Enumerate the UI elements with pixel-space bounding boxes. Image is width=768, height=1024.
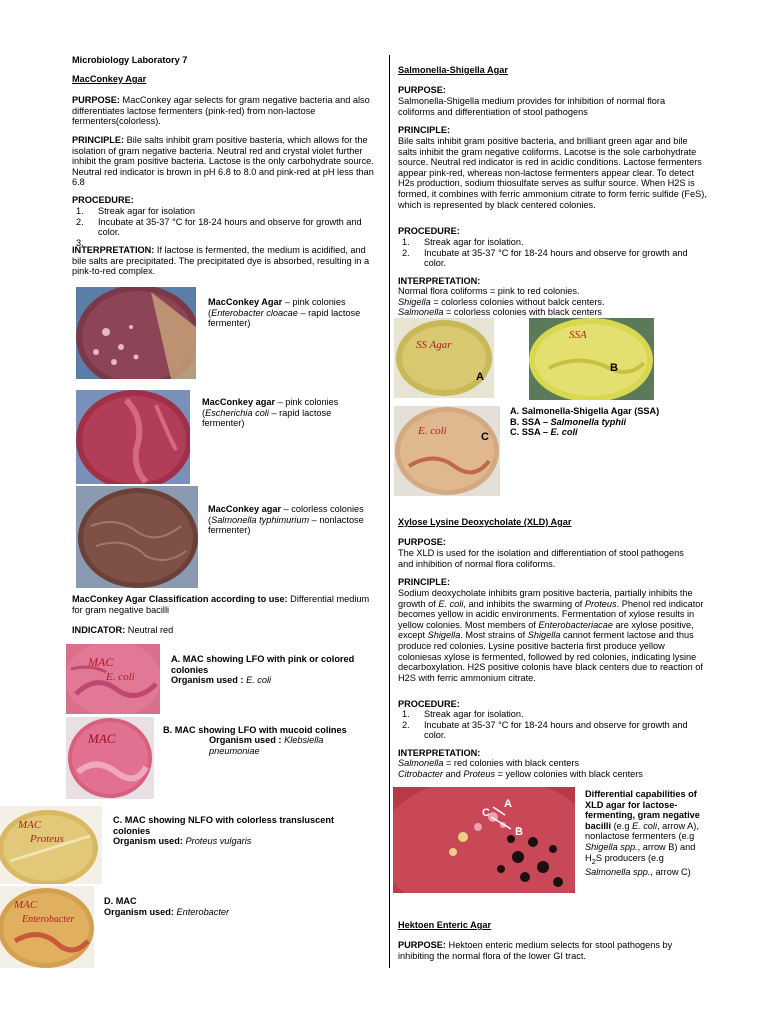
step-number: 3. xyxy=(76,237,84,248)
plate-handwriting: MAC xyxy=(14,899,38,911)
macconkey-ecoli-photo xyxy=(76,390,190,484)
caption-organism: Enterobacter cloacae xyxy=(211,307,298,318)
xld-arrow-label-c: C xyxy=(482,807,490,819)
step-text: Streak agar for isolation xyxy=(98,206,196,216)
ss-photo-c xyxy=(394,406,500,496)
caption-c: C. SSA – xyxy=(510,427,551,438)
xld-photo-caption xyxy=(585,789,710,878)
macconkey-salmonella-photo xyxy=(76,486,198,588)
macconkey-purpose xyxy=(72,95,380,127)
mac-a-organism xyxy=(171,675,271,686)
indicator-label: INDICATOR: xyxy=(72,625,126,635)
caption-text: fermenter) xyxy=(208,525,251,536)
xld-purpose-label: PURPOSE: xyxy=(398,537,446,547)
purpose-label: PURPOSE: xyxy=(398,940,446,950)
step-number: 1. xyxy=(402,709,410,719)
caption-bold: MacConkey Agar xyxy=(208,297,283,307)
organism-name: pneumoniae xyxy=(209,745,260,756)
organism-name: Proteus xyxy=(584,598,617,609)
mac-d-organism xyxy=(104,907,229,918)
caption-text: – rapid lactose xyxy=(268,407,332,418)
xld-procedure-label: PROCEDURE: xyxy=(398,699,460,709)
ss-agar-title: Salmonella-Shigella Agar xyxy=(398,65,508,75)
organism-name: E. coli xyxy=(438,598,464,609)
interpretation-line: and xyxy=(442,768,464,779)
macconkey-interpretation xyxy=(72,245,372,277)
organism-name: Proteus xyxy=(463,768,496,779)
ss-procedure-list xyxy=(398,237,706,269)
mac-b-title: B. MAC showing LFO with mucoid colines xyxy=(163,725,347,735)
plate-handwriting: SSA xyxy=(569,329,587,341)
caption-text: – colorless colonies xyxy=(281,504,364,514)
organism-name: Shigella xyxy=(527,630,561,641)
caption-text: ( xyxy=(208,514,212,525)
step-number: 1. xyxy=(402,237,410,247)
caption-text: – pink colonies xyxy=(275,397,339,407)
plate-handwriting: MAC xyxy=(88,655,114,669)
xld-arrow-label-b: B xyxy=(515,826,523,838)
macconkey-classification xyxy=(72,594,382,615)
purpose-text: MacConkey agar selects for gram negative bacteria and also differentiates lactose fermenters (pink-red) from non-lactose fermenters(colorless). xyxy=(72,95,370,127)
organism-name: E. coli xyxy=(631,820,658,831)
organism-name: Enterobacteriacae xyxy=(538,619,613,630)
macconkey-title: MacConkey Agar xyxy=(72,74,147,84)
xld-agar-photo xyxy=(393,787,575,893)
caption-text: – pink colonies xyxy=(282,297,346,307)
ss-principle-text: Bile salts inhibit gram positive bacteria, and brilliant green agar and bile salts inhibit the gram negative coliforms. Lacotse is the sole carbohydrate source. Neutral red indicator is red in acidic conditions. Lactose fermenters appear pink-red, whereas non-lactose fermenters appear clear. To detect H2s production, sodium thiosulfate serves as sulfur source. When H2S is formed, it combines with ferric ammonium citrate to form ferric sulfide (FeS), which is represented by black centered colonies. xyxy=(398,136,707,210)
caption-organism: Escherichia coli xyxy=(205,407,269,418)
mac-c-title: C. MAC showing NLFO with colorless transluscent colonies xyxy=(113,815,335,836)
interpretation-label: INTERPRETATION: xyxy=(72,245,155,255)
xld-interpretation-label: INTERPRETATION: xyxy=(398,748,481,758)
step-text: Incubate at 35-37 °C for 18-24 hours and observe for growth and color. xyxy=(424,719,688,741)
macconkey-principle xyxy=(72,135,382,188)
caption-text: – nonlactose xyxy=(309,514,364,525)
plate-handwriting: MAC xyxy=(88,731,116,746)
caption-text: – rapid lactose xyxy=(297,307,361,318)
xld-procedure-list xyxy=(398,709,706,741)
principle-text: , and inhibits the swarming of xyxy=(463,598,585,609)
interpretation-line: = colorless colonies without balck centers. xyxy=(430,296,605,307)
macconkey-procedure-list xyxy=(72,206,372,248)
caption-enterobacter xyxy=(208,297,388,329)
ss-photo-b xyxy=(529,318,654,400)
organism-name: E. coli xyxy=(550,427,578,438)
organism-name: E. coli xyxy=(246,675,272,685)
classification-label: MacConkey Agar Classification according to use: xyxy=(72,594,288,604)
principle-text: cannot ferment lactose and thus produce red colonies. Lysine positive bacteria first produce yellow coloniesas xylose is fermented, followed by red colonies, indicating lysine decarboxylation. H2S positive colonis have black centers due to reaction of H2S with ferric ammonium citrate. xyxy=(398,630,703,683)
organism-name: Salmonella spp. xyxy=(585,866,651,877)
step-text: Streak agar for isolation. xyxy=(424,709,524,719)
plate-handwriting: Enterobacter xyxy=(22,914,75,925)
caption-text: fermenter) xyxy=(208,318,251,329)
hektoen-title: Hektoen Enteric Agar xyxy=(398,920,492,930)
step-text: Incubate at 35-37 °C for 18-24 hours and observe for growth and color. xyxy=(424,247,688,269)
ss-purpose-text: Salmonella-Shigella medium provides for inhibition of normal flora coliforms and differentiation of stool pathogens xyxy=(398,96,666,117)
mac-b-organism xyxy=(209,735,323,756)
organism-name: Shigella xyxy=(427,630,461,641)
plate-handwriting: MAC xyxy=(18,819,42,831)
list-item xyxy=(398,248,706,269)
organism-label: Organism used: xyxy=(104,907,177,917)
list-item xyxy=(398,709,706,720)
caption-text: , arrow B) and H xyxy=(585,841,696,863)
organism-label: Organism used : xyxy=(171,675,247,685)
mac-a-title: A. MAC showing LFO with pink or colored colonies xyxy=(171,654,355,675)
xld-arrow-label-a: A xyxy=(504,798,512,810)
caption-text: S producers (e.g xyxy=(595,852,664,863)
organism-name: Proteus vulgaris xyxy=(185,836,252,846)
caption-b: B. SSA – xyxy=(510,416,551,427)
interpretation-line: = colorless colonies with black centers xyxy=(443,307,603,318)
caption-bold: MacConkey agar xyxy=(208,504,282,514)
mac-c-organism xyxy=(113,836,251,847)
mac-a-photo xyxy=(66,644,160,714)
indicator-text: Neutral red xyxy=(125,625,174,635)
mac-d-photo xyxy=(0,886,94,968)
organism-name: Shigella xyxy=(398,296,431,307)
subscript: 2 xyxy=(591,856,596,866)
ss-interpretation xyxy=(398,286,698,318)
organism-name: Citrobacter xyxy=(398,768,443,779)
column-divider xyxy=(389,55,390,968)
lab-title: Microbiology Laboratory 7 xyxy=(72,55,188,65)
xld-interpretation xyxy=(398,758,708,779)
step-number: 1. xyxy=(76,206,84,216)
organism-name: Salmonella xyxy=(398,307,444,318)
ss-photo-captions xyxy=(510,406,710,438)
ss-photo-a xyxy=(394,318,494,398)
macconkey-indicator xyxy=(72,625,173,636)
organism-name: Klebsiella xyxy=(284,735,324,745)
caption-bold: MacConkey agar xyxy=(202,397,276,407)
mac-d-title: D. MAC xyxy=(104,896,137,906)
caption-ecoli xyxy=(202,397,382,429)
principle-text: . Phenol red indicator becomes yellow in acidic environments. Fermentation of xylose results in yellow colonies. Most members of xyxy=(398,598,704,630)
caption-salmonella xyxy=(208,504,388,536)
principle-text: are xylose positive, except xyxy=(398,619,694,641)
xld-principle-label: PRINCIPLE: xyxy=(398,577,451,587)
caption-a: A. Salmonella-Shigella Agar (SSA) xyxy=(510,406,660,416)
list-item xyxy=(398,720,706,741)
interpretation-line: = red colonies with black centers xyxy=(443,758,580,768)
step-text: Streak agar for isolation. xyxy=(424,237,524,247)
caption-text: ( xyxy=(208,307,212,318)
purpose-label: PURPOSE: xyxy=(72,95,120,105)
step-number: 2. xyxy=(402,247,410,258)
caption-text: , arrow C) xyxy=(650,866,691,877)
interpretation-line: Normal flora coliforms = pink to red colonies. xyxy=(398,286,580,296)
organism-name: Enterobacter xyxy=(176,907,230,917)
mac-b-photo xyxy=(66,717,154,799)
plate-handwriting: E. coli xyxy=(418,425,447,437)
photo-label-c: C xyxy=(481,431,489,443)
ss-procedure-label: PROCEDURE: xyxy=(398,226,460,236)
principle-text: Bile salts inhibit gram positive basteria, which allows for the isolation of gram negative bacteria. Neutral red and crystal violet further inhibit the gram positive bacteria. Lactose is the only carbohydrate source. Neutral red indicator is brown in pH 6.8 to 8.0 and pink-red at pH less than 6.8 xyxy=(72,135,374,188)
interpretation-text: If lactose is fermented, the medium is acidified, and bile salts are precipitated. The precipitated dye is absorbed, resulting in a pink-to-red complex. xyxy=(72,245,370,277)
organism-label: Organism used: xyxy=(113,836,186,846)
plate-handwriting: Proteus xyxy=(30,833,64,845)
xld-principle-text xyxy=(398,588,710,683)
caption-text: , arrow A), nonlactose fermenters (e.g xyxy=(585,820,699,842)
ss-interpretation-label: INTERPRETATION: xyxy=(398,276,481,286)
plate-handwriting: SS Agar xyxy=(416,339,452,351)
classification-text: Differential medium for gram negative bacilli xyxy=(72,594,370,615)
caption-text: fermenter) xyxy=(202,418,245,429)
caption-bold: Differential capabilities of XLD agar for lactose-fermenting, gram negative bacilli xyxy=(585,789,700,831)
photo-label-a: A xyxy=(476,371,484,383)
organism-label: Organism used : xyxy=(209,735,285,745)
xld-purpose-text: The XLD is used for the isolation and differentiation of stool pathogens and inhibition of normal flora coliforms. xyxy=(398,548,684,569)
hektoen-purpose xyxy=(398,940,708,961)
step-number: 2. xyxy=(76,216,84,227)
photo-label-b: B xyxy=(610,362,618,374)
macconkey-enterobacter-photo xyxy=(76,287,196,379)
list-item xyxy=(398,237,706,248)
list-item xyxy=(72,217,372,238)
ss-purpose-label: PURPOSE: xyxy=(398,85,446,95)
mac-c-photo xyxy=(0,806,102,884)
xld-title: Xylose Lysine Deoxycholate (XLD) Agar xyxy=(398,517,572,527)
principle-label: PRINCIPLE: xyxy=(72,135,125,145)
purpose-text: Hektoen enteric medium selects for stool pathogens by inhibiting the normal flora of the lower GI tract. xyxy=(398,940,673,961)
step-text: Incubate at 35-37 °C for 18-24 hours and observe for growth and color. xyxy=(98,216,362,238)
caption-text: ( xyxy=(202,407,206,418)
organism-name: Salmonella typhii xyxy=(550,416,627,427)
caption-organism: Salmonella typhimurium xyxy=(211,514,310,525)
caption-text: (e.g xyxy=(611,820,632,831)
ss-principle-label: PRINCIPLE: xyxy=(398,125,451,135)
principle-text: Sodium deoxycholate inhibits gram positive bacteria, partially inhibits the growth of xyxy=(398,588,693,609)
organism-name: Shigella spp. xyxy=(585,841,638,852)
step-number: 2. xyxy=(402,719,410,730)
plate-handwriting: E. coli xyxy=(106,671,135,683)
macconkey-procedure-label: PROCEDURE: xyxy=(72,195,134,205)
interpretation-line: = yellow colonies with black centers xyxy=(495,768,643,779)
organism-name: Salmonella xyxy=(398,758,444,768)
principle-text: . Most strains of xyxy=(460,630,528,641)
list-item xyxy=(72,206,372,217)
